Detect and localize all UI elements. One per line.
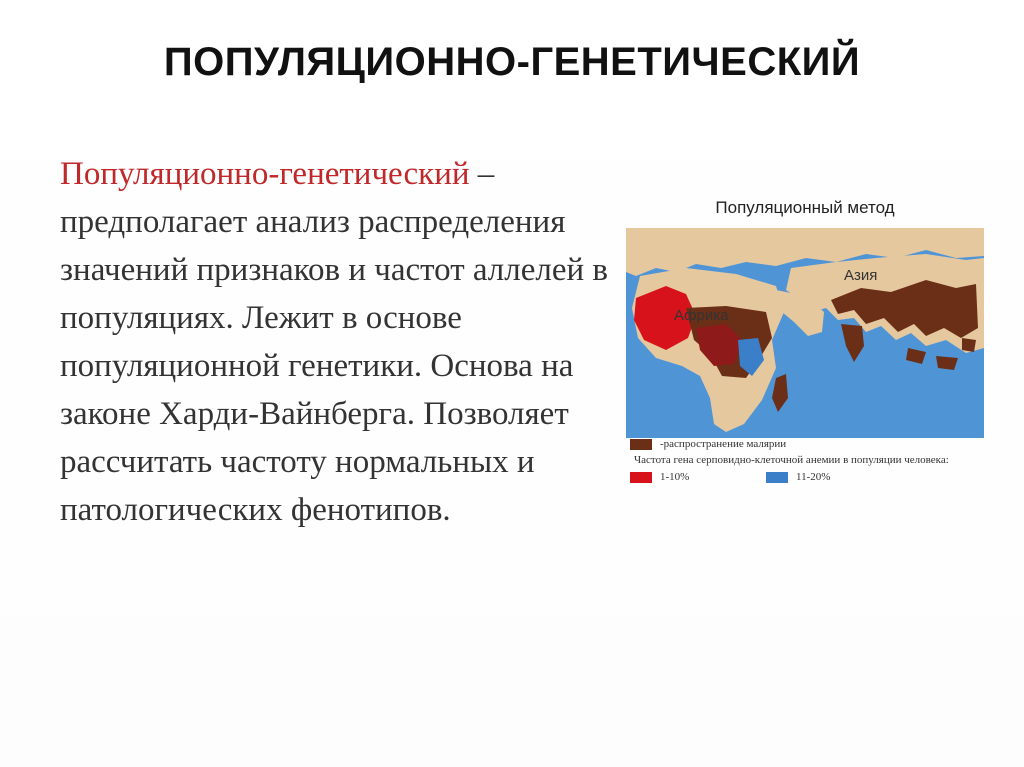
legend-malaria-label: -распространение малярии [660, 438, 787, 450]
legend-high-label: 11-20% [796, 471, 831, 483]
slide-body-text [60, 150, 620, 534]
legend-caption: Частота гена серповидно-клеточной анемии в популяции человека: [634, 454, 949, 466]
world-map-image [626, 228, 984, 438]
legend-high-item [766, 471, 896, 483]
map-title: Популяционный метод [715, 198, 895, 217]
term-dash: – [469, 156, 495, 192]
high-frequency-swatch [766, 472, 788, 483]
map-label-asia: Азия [844, 267, 878, 284]
malaria-swatch [630, 439, 652, 450]
legend-low-label: 1-10% [660, 471, 690, 483]
slide-title: ПОПУЛЯЦИОННО-ГЕНЕТИЧЕСКИЙ [163, 40, 861, 84]
legend-low-item [630, 471, 760, 483]
map-label-africa: Африка [674, 307, 729, 324]
method-term: Популяционно-генетический [60, 156, 470, 192]
map-legend [630, 438, 984, 483]
legend-malaria-row [630, 438, 984, 450]
method-description: предполагает анализ распределения значений признаков и частот аллелей в популяциях. Лежит в основе популяционной генетики. Основа на законе Харди-Вайнберга. Позволяет рассчитать частоту нормальных и патологических фенотипов. [60, 204, 608, 528]
legend-frequency-row [630, 471, 984, 483]
low-frequency-swatch [630, 472, 652, 483]
malaria-map-figure [626, 198, 984, 518]
